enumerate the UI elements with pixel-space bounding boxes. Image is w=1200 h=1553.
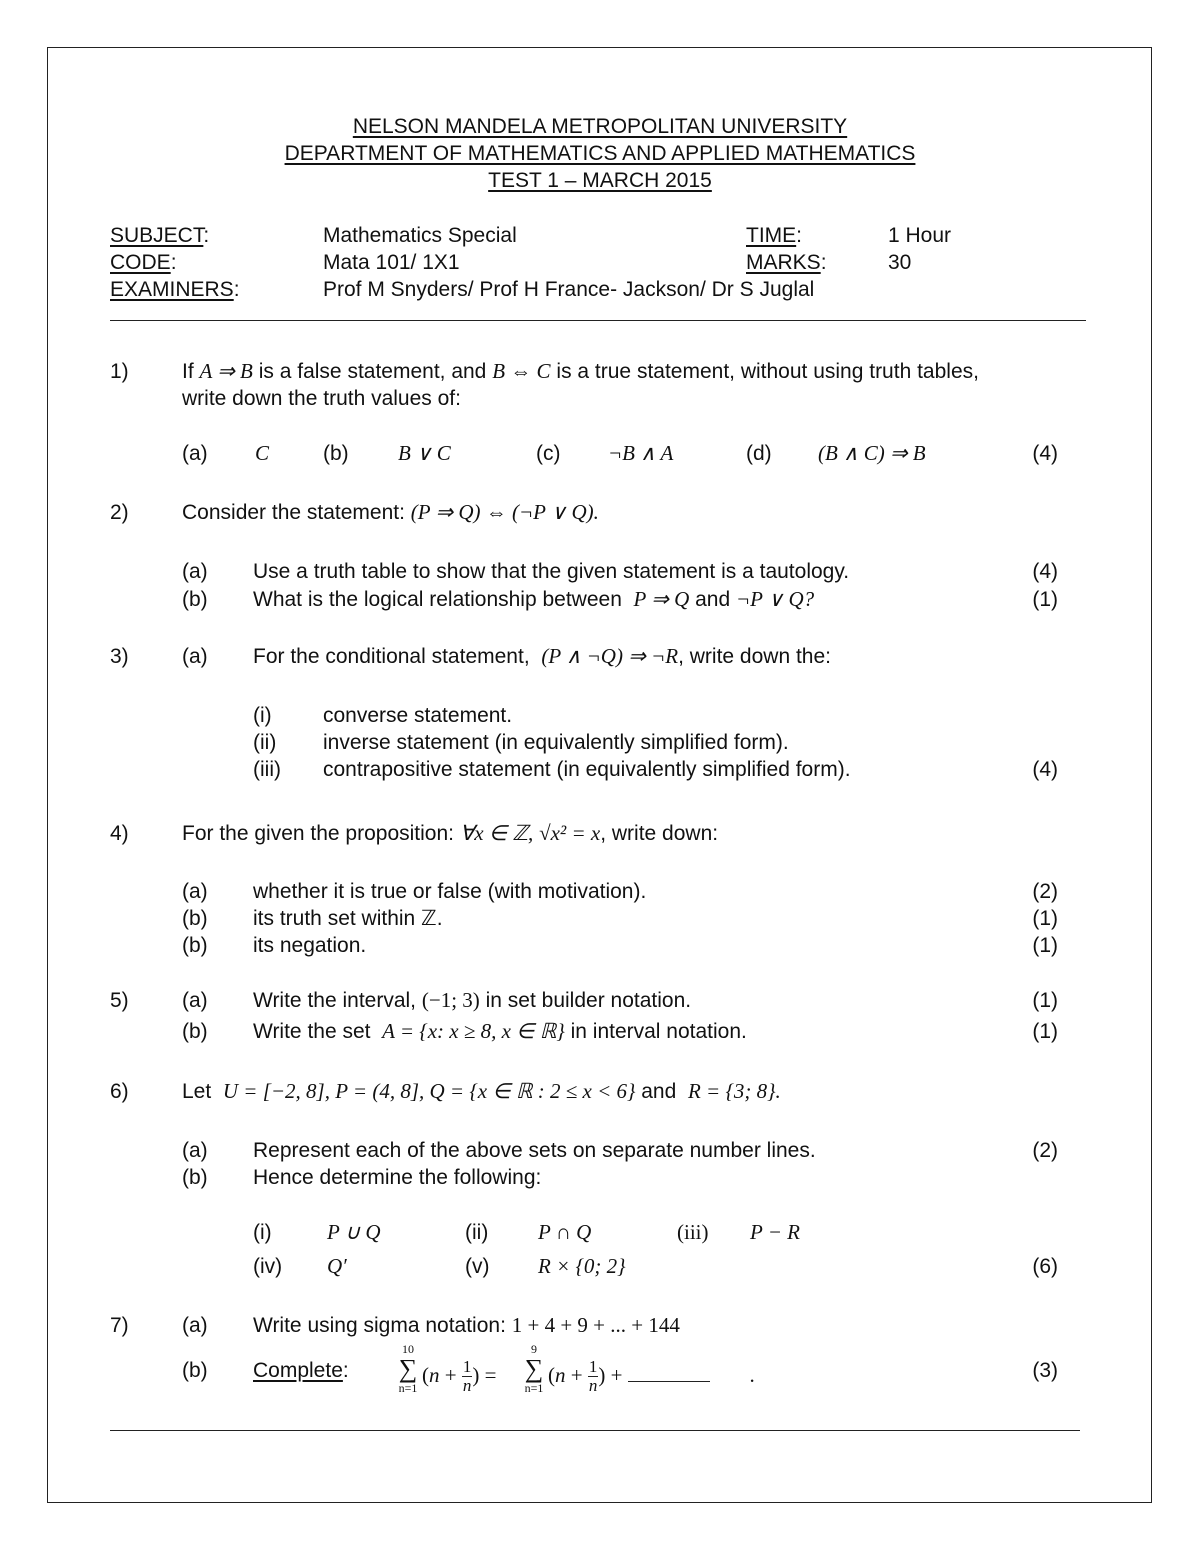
- q3-a-text: For the conditional statement, (P ∧ ¬Q) ⇒ ¬R, write down the:: [253, 644, 831, 668]
- department-title: DEPARTMENT OF MATHEMATICS AND APPLIED MATHEMATICS: [284, 142, 916, 165]
- q3-a-label: (a): [182, 645, 208, 668]
- q7-a-text: Write using sigma notation: 1 + 4 + 9 + ... + 144: [253, 1313, 680, 1337]
- q1-b-label: (b): [323, 442, 349, 465]
- marks-value: 30: [888, 251, 912, 274]
- q3-iii-label: (iii): [253, 758, 281, 781]
- q1-a-label: (a): [182, 442, 208, 465]
- q6-ii-expr: P ∩ Q: [538, 1220, 592, 1244]
- q6-b-label: (b): [182, 1166, 208, 1189]
- q7-b-label: (b): [182, 1359, 208, 1382]
- q6-a-label: (a): [182, 1139, 208, 1162]
- answer-blank: [628, 1367, 710, 1382]
- q7-a-label: (a): [182, 1314, 208, 1337]
- q1-d-expr: (B ∧ C) ⇒ B: [818, 441, 926, 465]
- q3-i-text: converse statement.: [323, 704, 513, 727]
- q3-ii-label: (ii): [253, 731, 277, 754]
- sum1-sigma: ∑: [398, 1354, 418, 1383]
- q5-b-text: Write the set A = {x: x ≥ 8, x ∈ ℝ} in interval notation.: [253, 1019, 747, 1043]
- q4-b-text: its truth set within ℤ.: [253, 907, 443, 930]
- q4-a-label: (a): [182, 880, 208, 903]
- sum2-upper: 9: [531, 1342, 537, 1356]
- q6-iv-expr: Q′: [327, 1254, 347, 1278]
- q6-iv-label: (iv): [253, 1255, 283, 1278]
- subject-label: SUBJECT:: [110, 224, 210, 247]
- code-label: CODE:: [110, 251, 177, 274]
- code-value: Mata 101/ 1X1: [323, 251, 460, 274]
- q1-a-expr: C: [255, 441, 270, 465]
- sum2-lower: n=1: [524, 1381, 544, 1395]
- q6-marks: (6): [1032, 1255, 1058, 1278]
- q6-iii-label: (iii): [677, 1220, 709, 1244]
- q3-number: 3): [110, 645, 129, 668]
- q4-text: For the given the proposition: ∀x ∈ ℤ, √x² = x, write down:: [182, 821, 719, 845]
- q4-b-label: (b): [182, 907, 208, 930]
- q1-text: If A ⇒ B is a false statement, and B ⇔ C is a true statement, without using truth tables,: [182, 359, 979, 383]
- q2-b-text: What is the logical relationship between P ⇒ Q and ¬P ∨ Q?: [253, 587, 815, 611]
- sum2-sigma: ∑: [524, 1354, 544, 1383]
- q6-number: 6): [110, 1080, 129, 1103]
- q1-marks: (4): [1032, 442, 1058, 465]
- q6-a-marks: (2): [1032, 1139, 1058, 1162]
- university-title: NELSON MANDELA METROPOLITAN UNIVERSITY: [352, 115, 848, 138]
- q2-b-marks: (1): [1032, 588, 1058, 611]
- sum1-lower: n=1: [398, 1381, 418, 1395]
- q3-iii-text: contrapositive statement (in equivalently simplified form).: [323, 758, 851, 781]
- footer-divider: [110, 1430, 1080, 1431]
- q3-ii-text: inverse statement (in equivalently simplified form).: [323, 731, 789, 754]
- q4-b-marks: (1): [1032, 907, 1058, 930]
- q2-number: 2): [110, 501, 129, 524]
- q5-a-marks: (1): [1032, 989, 1058, 1012]
- q5-a-label: (a): [182, 989, 208, 1012]
- q2-a-marks: (4): [1032, 560, 1058, 583]
- q1-c-expr: ¬B ∧ A: [608, 441, 674, 465]
- time-value: 1 Hour: [888, 224, 952, 247]
- sum1-upper: 10: [402, 1342, 414, 1356]
- sum2-term: (n + $\frac{1}{n}$ ) + .: [548, 1357, 755, 1395]
- q1-d-label: (d): [746, 442, 772, 465]
- q4-a-text: whether it is true or false (with motivation).: [253, 880, 647, 903]
- q7-number: 7): [110, 1314, 129, 1337]
- q1-c-label: (c): [536, 442, 561, 465]
- q4-c-marks: (1): [1032, 934, 1058, 957]
- q5-b-label: (b): [182, 1020, 208, 1043]
- q5-a-text: Write the interval, (−1; 3) in set builder notation.: [253, 988, 692, 1012]
- sum1-term: (n + $\frac{1}{n}$ ) =: [422, 1357, 497, 1395]
- examiners-value: Prof M Snyders/ Prof H France- Jackson/ Dr S Juglal: [323, 278, 815, 301]
- time-label: TIME:: [746, 224, 803, 247]
- subject-value: Mathematics Special: [323, 224, 517, 247]
- q4-number: 4): [110, 822, 129, 845]
- q3-i-label: (i): [253, 704, 272, 727]
- q6-a-text: Represent each of the above sets on separate number lines.: [253, 1139, 816, 1162]
- examiners-label: EXAMINERS:: [110, 278, 240, 301]
- q6-b-text: Hence determine the following:: [253, 1166, 542, 1189]
- q2-a-text: Use a truth table to show that the given statement is a tautology.: [253, 560, 850, 583]
- header-divider: [110, 320, 1086, 321]
- q2-b-label: (b): [182, 588, 208, 611]
- q5-b-marks: (1): [1032, 1020, 1058, 1043]
- q4-c-label: (b): [182, 934, 208, 957]
- q3-marks: (4): [1032, 758, 1058, 781]
- q1-b-expr: B ∨ C: [398, 441, 451, 465]
- marks-label: MARKS:: [746, 251, 827, 274]
- q6-i-label: (i): [253, 1221, 272, 1244]
- q1-text-line2: write down the truth values of:: [182, 387, 461, 410]
- q1-number: 1): [110, 360, 129, 383]
- q2-text: Consider the statement: (P ⇒ Q) ⇔ (¬P ∨ Q).: [182, 500, 599, 524]
- q7-marks: (3): [1032, 1359, 1058, 1382]
- q6-iii-expr: P − R: [750, 1220, 800, 1244]
- q4-a-marks: (2): [1032, 880, 1058, 903]
- q5-number: 5): [110, 989, 129, 1012]
- test-title: TEST 1 – MARCH 2015: [488, 169, 712, 192]
- q6-ii-label: (ii): [465, 1221, 489, 1244]
- q6-v-label: (v): [465, 1255, 490, 1278]
- q6-i-expr: P ∪ Q: [327, 1220, 381, 1244]
- q2-a-label: (a): [182, 560, 208, 583]
- q4-c-text: its negation.: [253, 934, 367, 957]
- q6-text: Let U = [−2, 8], P = (4, 8], Q = {x ∈ ℝ : 2 ≤ x < 6} and R = {3; 8}.: [182, 1079, 781, 1103]
- q7-b-text: Complete:: [253, 1359, 349, 1382]
- q6-v-expr: R × {0; 2}: [538, 1254, 626, 1278]
